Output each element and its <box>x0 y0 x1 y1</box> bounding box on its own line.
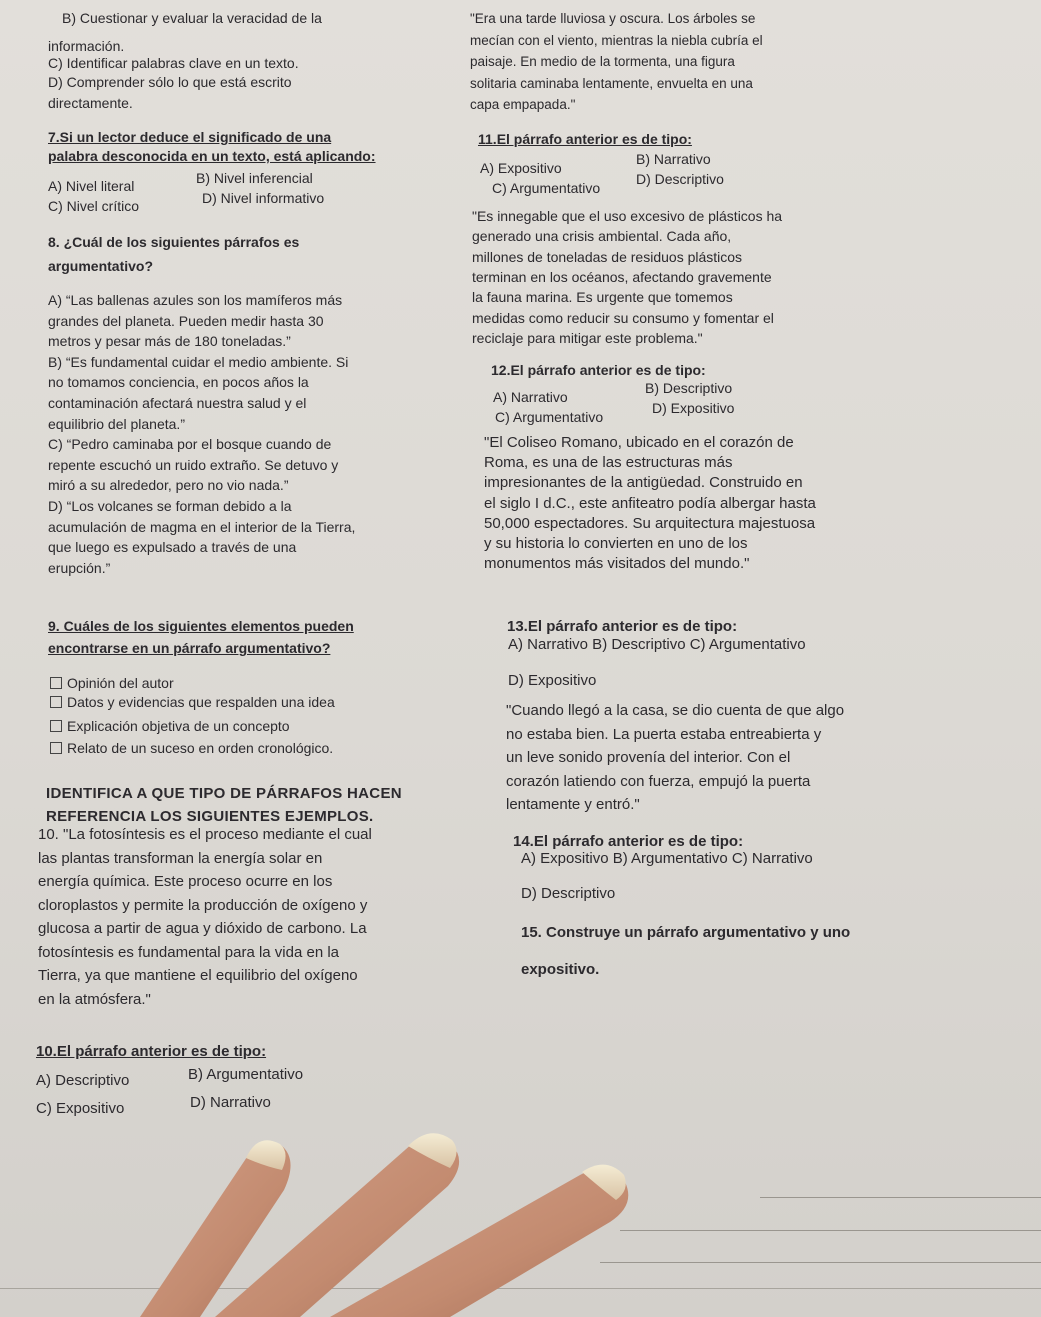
q8-option-line: contaminación afectará nuestra salud y el <box>48 395 307 411</box>
q12-option-d: D) Expositivo <box>652 400 735 416</box>
q9-item-3-label: Explicación objetiva de un concepto <box>67 718 290 734</box>
q7-option-d: D) Nivel informativo <box>202 190 325 206</box>
q9-item-1-label: Opinión del autor <box>67 675 174 691</box>
q14-question: 14.El párrafo anterior es de tipo: <box>513 833 744 850</box>
q9-item-2[interactable] <box>50 694 335 711</box>
q11-option-b: B) Narrativo <box>636 151 711 167</box>
paragraph-14-line: "Cuando llegó a la casa, se dio cuenta de que algo <box>506 702 845 719</box>
checkbox[interactable] <box>50 742 62 754</box>
paragraph-11-line: solitaria caminaba lentamente, envuelta en una <box>470 75 753 91</box>
checkbox[interactable] <box>50 696 62 708</box>
paragraph-13-line: monumentos más visitados del mundo." <box>484 555 750 573</box>
q8-option-line: no tomamos conciencia, en pocos años la <box>48 374 309 391</box>
paragraph-12-line: medidas como reducir su consumo y fomentar el <box>472 309 774 326</box>
q8-option-line: que luego es expulsado a través de una <box>48 539 297 556</box>
ruled-line <box>620 1230 1041 1231</box>
paragraph-12-line: "Es innegable que el uso excesivo de plásticos ha <box>472 208 783 224</box>
q12-option-c: C) Argumentativo <box>495 409 604 425</box>
q15-question-line1: 15. Construye un párrafo argumentativo y uno <box>521 924 851 941</box>
q10-paragraph-line: fotosíntesis es fundamental para la vida en la <box>38 943 340 961</box>
paragraph-13-line: 50,000 espectadores. Su arquitectura majestuosa <box>484 514 816 532</box>
paragraph-12-line: reciclaje para mitigar este problema." <box>472 329 703 346</box>
q10-paragraph-line: 10. "La fotosíntesis es el proceso mediante el cual <box>38 826 372 843</box>
paragraph-11-line: "Era una tarde lluviosa y oscura. Los árboles se <box>470 11 756 26</box>
q12-option-b: B) Descriptivo <box>645 380 733 396</box>
q7-option-a: A) Nivel literal <box>48 178 135 194</box>
q8-option-line: acumulación de magma en el interior de la Tierra, <box>48 518 356 535</box>
paragraph-14-line: un leve sonido provenía del interior. Con el <box>506 749 791 766</box>
q8-option-line: miró a su alrededor, pero no vio nada.” <box>48 477 289 494</box>
q7-option-c: C) Nivel crítico <box>48 198 140 214</box>
paragraph-14-line: corazón latiendo con fuerza, empujó la puerta <box>506 772 811 790</box>
q10-paragraph-line: glucosa a partir de agua y dióxido de carbono. La <box>38 920 367 937</box>
paragraph-14-line: no estaba bien. La puerta estaba entreabierta y <box>506 725 822 743</box>
q9-question-line2: encontrarse en un párrafo argumentativo? <box>48 640 331 656</box>
q8-option-line: erupción.” <box>48 559 111 576</box>
q14-options-line: A) Expositivo B) Argumentativo C) Narrativo <box>521 850 813 867</box>
q9-question-line1: 9. Cuáles de los siguientes elementos pueden <box>48 618 354 634</box>
paragraph-13-line: y su historia lo convierten en uno de los <box>484 535 748 552</box>
q9-item-4-label: Relato de un suceso en orden cronológico. <box>67 740 334 756</box>
ruled-line <box>600 1262 1041 1263</box>
q7-question-line2: palabra desconocida en un texto, está aplicando: <box>48 148 376 164</box>
q12-question: 12.El párrafo anterior es de tipo: <box>491 362 706 378</box>
q9-item-4[interactable] <box>50 740 333 757</box>
q6-option-b: B) Cuestionar y evaluar la veracidad de la <box>62 10 322 26</box>
q14-option-d: D) Descriptivo <box>521 885 616 902</box>
checkbox[interactable] <box>50 720 62 732</box>
paragraph-11-line: paisaje. En medio de la tormenta, una figura <box>470 54 735 69</box>
q10-paragraph-line: cloroplastos y permite la producción de oxígeno y <box>38 896 368 914</box>
q11-option-c: C) Argumentativo <box>492 180 601 196</box>
checkbox[interactable] <box>50 677 62 689</box>
q10-paragraph-line: Tierra, ya que mantiene el equilibrio del oxígeno <box>38 967 358 984</box>
q13-option-d: D) Expositivo <box>508 672 597 689</box>
q11-question: 11.El párrafo anterior es de tipo: <box>478 131 692 147</box>
q10-paragraph-line: energía química. Este proceso ocurre en los <box>38 873 333 890</box>
q15-question-line2: expositivo. <box>521 961 600 978</box>
q8-option-line: C) “Pedro caminaba por el bosque cuando de <box>48 436 332 453</box>
q8-option-line: grandes del planeta. Pueden medir hasta 30 <box>48 312 324 329</box>
paragraph-13-line: "El Coliseo Romano, ubicado en el corazón de <box>484 434 794 451</box>
paragraph-13-line: el siglo I d.C., este anfiteatro podía albergar hasta <box>484 494 816 512</box>
q11-option-a: A) Expositivo <box>480 160 562 176</box>
paragraph-12-line: la fauna marina. Es urgente que tomemos <box>472 289 733 306</box>
q11-option-d: D) Descriptivo <box>636 171 724 187</box>
q10-paragraph-line: las plantas transforman la energía solar en <box>38 849 323 867</box>
q9-item-2-label: Datos y evidencias que respalden una idea <box>67 694 335 710</box>
q10-option-d: D) Narrativo <box>190 1094 271 1111</box>
q13-options-line: A) Narrativo B) Descriptivo C) Argumentativo <box>508 636 806 653</box>
q8-option-line: A) “Las ballenas azules son los mamíferos más <box>48 292 343 308</box>
q8-option-line: D) “Los volcanes se forman debido a la <box>48 498 292 514</box>
q8-question-line1: 8. ¿Cuál de los siguientes párrafos es <box>48 234 300 250</box>
q7-option-b: B) Nivel inferencial <box>196 170 313 186</box>
q8-option-line: equilibrio del planeta.” <box>48 415 185 432</box>
q7-question-line1: 7.Si un lector deduce el significado de una <box>48 129 332 145</box>
paragraph-11-line: mecían con el viento, mientras la niebla cubría el <box>470 32 763 48</box>
q8-option-line: B) “Es fundamental cuidar el medio ambiente. Si <box>48 353 349 370</box>
paragraph-12-line: generado una crisis ambiental. Cada año, <box>472 228 732 245</box>
q8-option-line: repente escuchó un ruido extraño. Se detuvo y <box>48 456 339 473</box>
q13-question: 13.El párrafo anterior es de tipo: <box>507 618 738 635</box>
paragraph-11-line: capa empapada." <box>470 97 576 112</box>
paragraph-13-line: Roma, es una de las estructuras más <box>484 454 733 472</box>
identify-heading-line1: IDENTIFICA A QUE TIPO DE PÁRRAFOS HACEN <box>46 785 402 802</box>
paragraph-12-line: millones de toneladas de residuos plásticos <box>472 248 743 265</box>
q8-question-line2: argumentativo? <box>48 258 154 274</box>
q8-option-line: metros y pesar más de 180 toneladas.” <box>48 333 291 350</box>
ruled-line <box>760 1197 1041 1198</box>
q10-paragraph-line: en la atmósfera." <box>38 990 151 1008</box>
q10-question: 10.El párrafo anterior es de tipo: <box>36 1043 267 1060</box>
q9-item-1[interactable] <box>50 675 174 692</box>
q6-option-d: D) Comprender sólo lo que está escrito <box>48 74 292 90</box>
paragraph-12-line: terminan en los océanos, afectando gravemente <box>472 268 772 285</box>
paragraph-14-line: lentamente y entró." <box>506 796 640 813</box>
q10-option-c: C) Expositivo <box>36 1100 125 1117</box>
identify-heading-line2: REFERENCIA LOS SIGUIENTES EJEMPLOS. <box>46 808 374 825</box>
q10-option-a: A) Descriptivo <box>36 1072 130 1089</box>
q12-option-a: A) Narrativo <box>493 389 568 405</box>
q10-option-b: B) Argumentativo <box>188 1066 304 1083</box>
q6-option-d-cont: directamente. <box>48 95 133 111</box>
q6-option-c: C) Identificar palabras clave en un texto. <box>48 55 299 71</box>
ruled-line <box>0 1288 1041 1289</box>
paragraph-13-line: impresionantes de la antigüedad. Construido en <box>484 474 803 492</box>
q9-item-3[interactable] <box>50 718 290 735</box>
q6-option-b-cont: información. <box>48 38 125 54</box>
